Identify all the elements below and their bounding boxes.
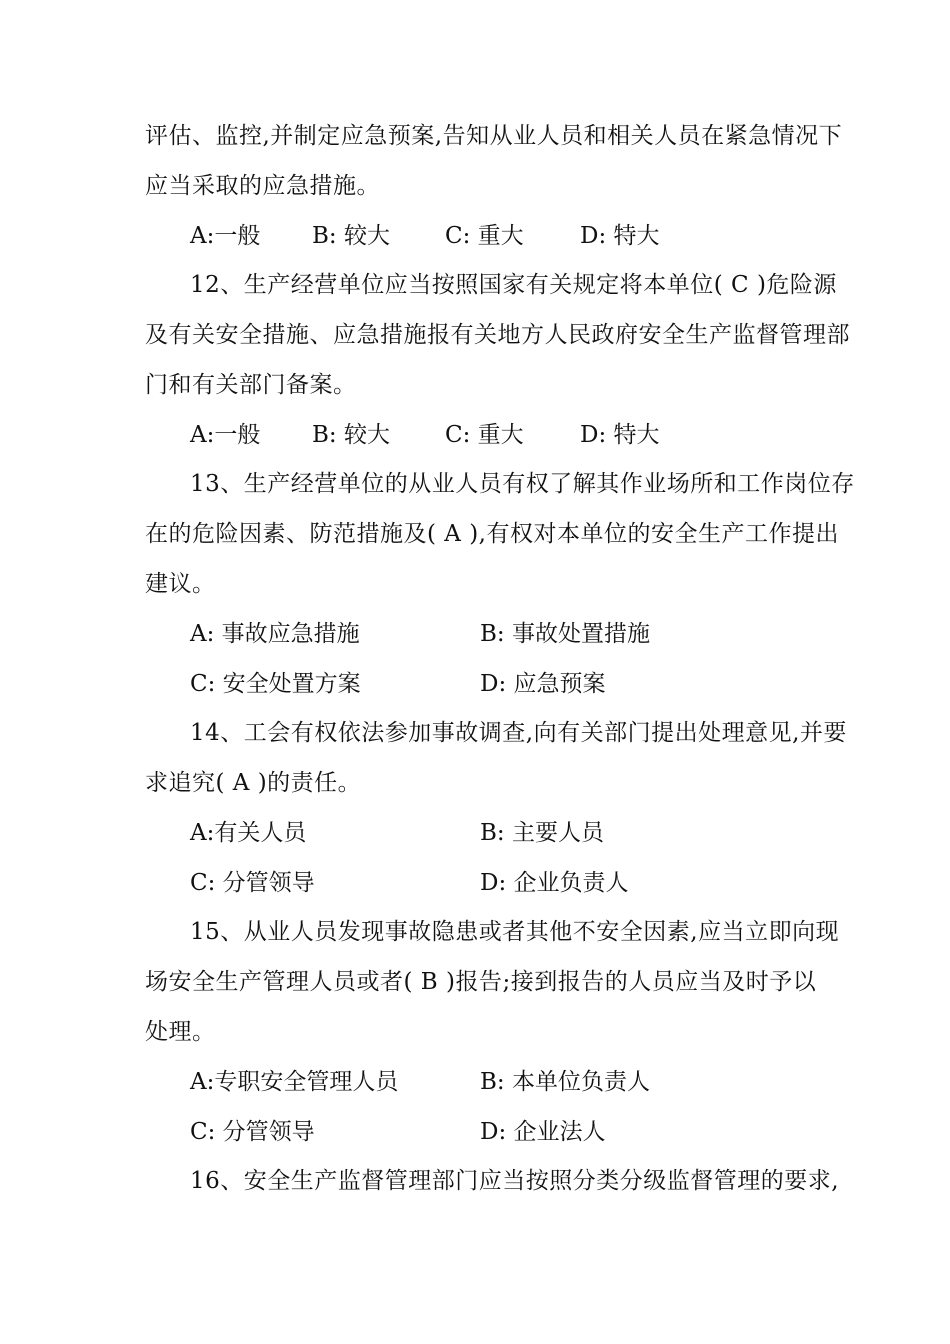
q11-option-d: D: 特大 (580, 223, 660, 249)
q12-line-2: 及有关安全措施、应急措施报有关地方人民政府安全生产监督管理部 (145, 322, 850, 348)
q15-option-b: B: 本单位负责人 (480, 1069, 650, 1095)
q12-option-d: D: 特大 (580, 422, 660, 448)
q14-line-2: 求追究( A )的责任。 (145, 770, 362, 796)
q15-option-d: D: 企业法人 (480, 1119, 606, 1145)
q15-line-3: 处理。 (145, 1019, 216, 1045)
q15-option-c: C: 分管领导 (190, 1119, 315, 1145)
q13-option-b: B: 事故处置措施 (480, 621, 650, 647)
q14-line-1: 14、工会有权依法参加事故调查,向有关部门提出处理意见,并要 (190, 720, 847, 746)
q16-line-1: 16、安全生产监督管理部门应当按照分类分级监督管理的要求, (190, 1168, 840, 1194)
q13-option-a: A: 事故应急措施 (190, 621, 360, 647)
q12-option-a: A:一般 (190, 422, 261, 448)
q15-option-a: A:专职安全管理人员 (190, 1069, 399, 1095)
q14-option-a: A:有关人员 (190, 820, 307, 846)
q13-line-1: 13、生产经营单位的从业人员有权了解其作业场所和工作岗位存 (190, 471, 855, 497)
q15-line-2: 场安全生产管理人员或者( B )报告;接到报告的人员应当及时予以 (145, 969, 817, 995)
q11-option-a: A:一般 (190, 223, 261, 249)
q13-option-c: C: 安全处置方案 (190, 671, 361, 697)
q11-line-2: 应当采取的应急措施。 (145, 173, 380, 199)
q11-option-c: C: 重大 (445, 223, 524, 249)
q12-line-1: 12、生产经营单位应当按照国家有关规定将本单位( C )危险源 (190, 272, 837, 298)
q12-option-c: C: 重大 (445, 422, 524, 448)
q14-option-d: D: 企业负责人 (480, 870, 629, 896)
q14-option-b: B: 主要人员 (480, 820, 604, 846)
q11-option-b: B: 较大 (312, 223, 390, 249)
q11-line-1: 评估、监控,并制定应急预案,告知从业人员和相关人员在紧急情况下 (145, 123, 843, 149)
q13-line-3: 建议。 (145, 571, 216, 597)
q15-line-1: 15、从业人员发现事故隐患或者其他不安全因素,应当立即向现 (190, 919, 840, 945)
q12-line-3: 门和有关部门备案。 (145, 372, 357, 398)
q12-option-b: B: 较大 (312, 422, 390, 448)
q13-option-d: D: 应急预案 (480, 671, 606, 697)
q13-line-2: 在的危险因素、防范措施及( A ),有权对本单位的安全生产工作提出 (145, 521, 839, 547)
q14-option-c: C: 分管领导 (190, 870, 315, 896)
